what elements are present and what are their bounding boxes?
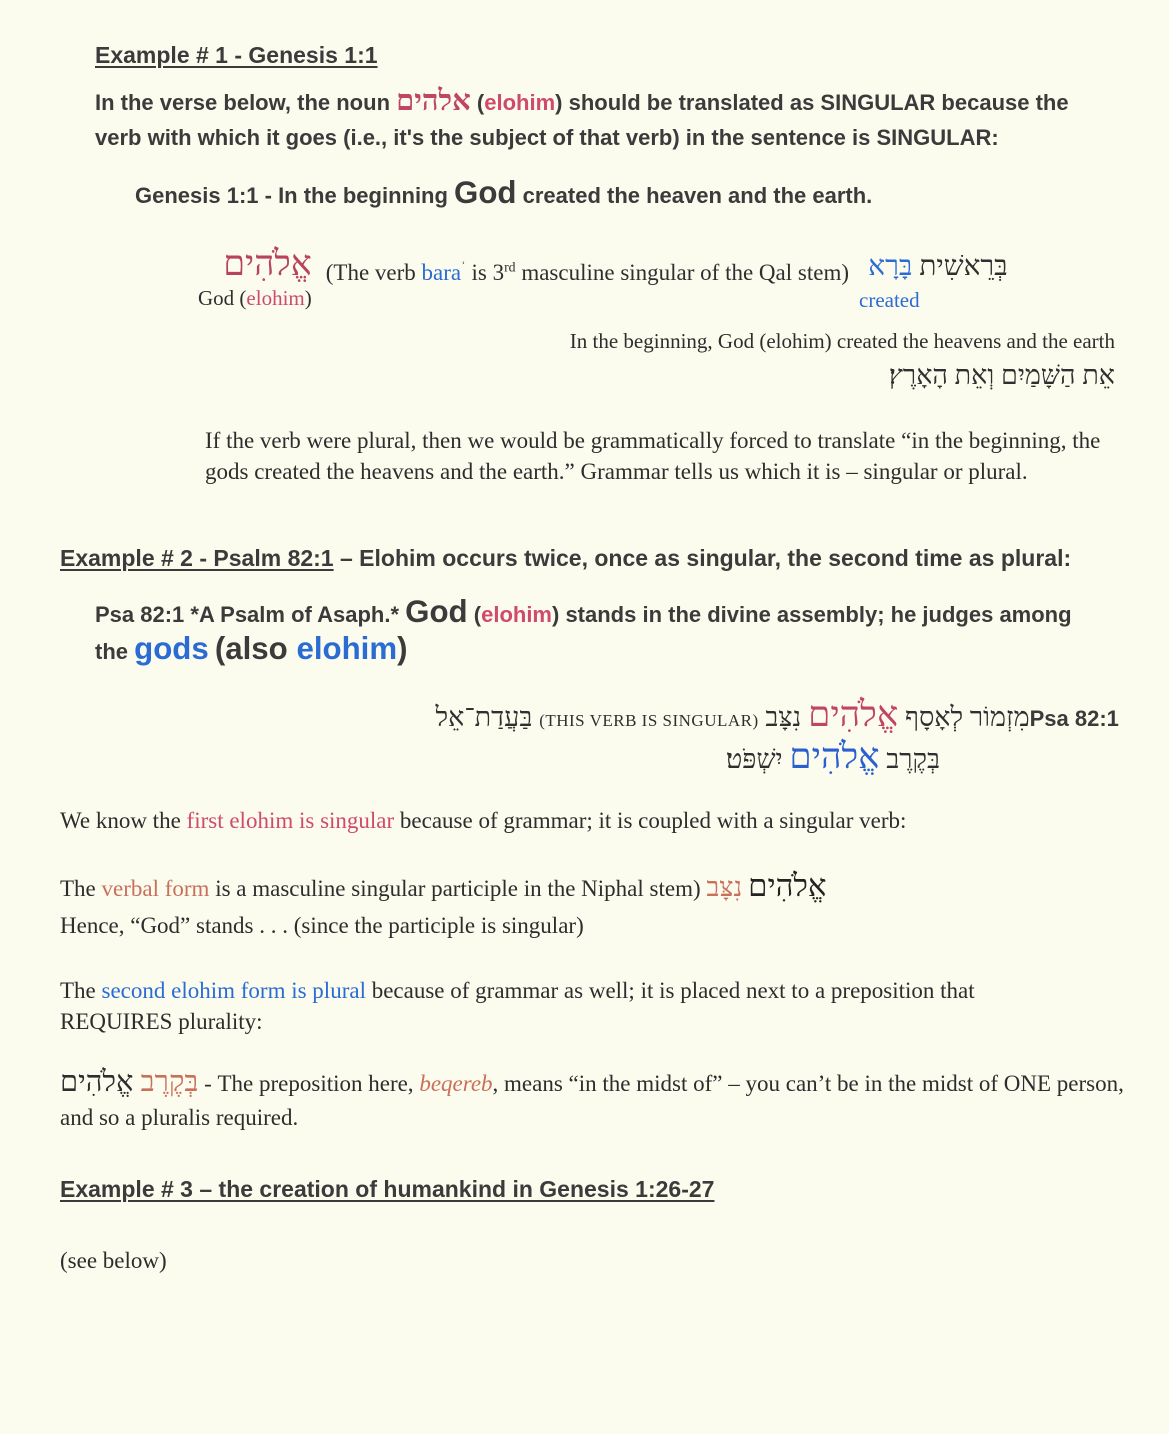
- see-below-note: (see below): [60, 1247, 167, 1273]
- interlinear-row: [198, 244, 1169, 314]
- heading-example-2: [60, 543, 1105, 574]
- genesis-quote: Genesis 1:1 - In the beginning God created the heaven and the earth.: [135, 175, 873, 211]
- created-gloss: created: [859, 288, 920, 313]
- plural-explanation: If the verb were plural, then we would be grammatically forced to translate “in the beginning, the gods created the heavens and the earth.” Grammar tells us which it is – singular or plural.: [205, 427, 1101, 484]
- heading-example-2-title: Example # 2 - Psalm 82:1: [60, 544, 334, 571]
- verbal-form-line: The verbal form is a masculine singular participle in the Niphal stem) אֱלֹהִים נִצָּב: [60, 867, 827, 903]
- heading-example-3: Example # 3 – the creation of humankind in Genesis 1:26-27: [60, 1175, 715, 1202]
- section-example-1: [0, 42, 1169, 487]
- bereshit-bara-block: [859, 244, 1008, 314]
- beqereb-line: בְּקֶרֶב אֱלֹהִים - The preposition here, beqereb, means “in the midst of” – you can’t be in the midst of ONE person, and so a pluralis required.: [60, 1065, 1124, 1131]
- section-example-2: [0, 543, 1169, 1136]
- psalm-hebrew-line-1: Psa 82:1 מִזְמוֹר לְאָסָף אֱלֹהִים נִצָּב (THIS VERB IS SINGULAR) בַּעֲדַת־אֵל: [435, 693, 1125, 734]
- second-elohim-note: The second elohim form is plural because of grammar as well; it is placed next to a preposition that REQUIRES plurality:: [60, 977, 975, 1034]
- bereshit-bara-display: בְּרֵאשִׁית בָּרָא: [868, 250, 1008, 282]
- intro-paragraph: In the verse below, the noun אלהים (elohim) should be translated as SINGULAR because the verb with which it goes (i.e., it's the subject of that verb) in the sentence is SINGULAR:: [95, 85, 1069, 151]
- elohim-interlinear-block: [198, 244, 312, 311]
- heading-example-2-rest: – Elohim occurs twice, once as singular, the second time as plural:: [333, 544, 1072, 571]
- psalm-hebrew-line-2: בְּקֶרֶב אֱלֹהִים יִשְׁפֹּט׃: [725, 735, 940, 776]
- elohim-hebrew-display: אֱלֹהִים: [223, 243, 312, 283]
- heading-example-1: Example # 1 - Genesis 1:1: [95, 42, 378, 68]
- grammar-comment: (The verb bara$^ʾ$ is 3rd masculine singular of the Qal stem): [325, 258, 849, 285]
- psalm-verse: Psa 82:1 *A Psalm of Asaph.* God (elohim) stands in the divine assembly; he judges among the gods (also elohim): [95, 593, 1072, 667]
- section-example-3: [0, 1176, 1169, 1276]
- hence-line: Hence, “God” stands . . . (since the participle is singular): [60, 912, 584, 938]
- translation-block: [0, 327, 1115, 390]
- first-elohim-note: We know the first elohim is singular because of grammar; it is coupled with a singular verb:: [60, 807, 907, 833]
- hebrew-object-line: אֵת הַשָּׁמַיִם וְאֵת הָאָרֶץ׃: [888, 359, 1115, 390]
- elohim-gloss: God (elohim): [198, 285, 312, 310]
- translation-line: In the beginning, God (elohim) created the heavens and the earth: [569, 329, 1115, 354]
